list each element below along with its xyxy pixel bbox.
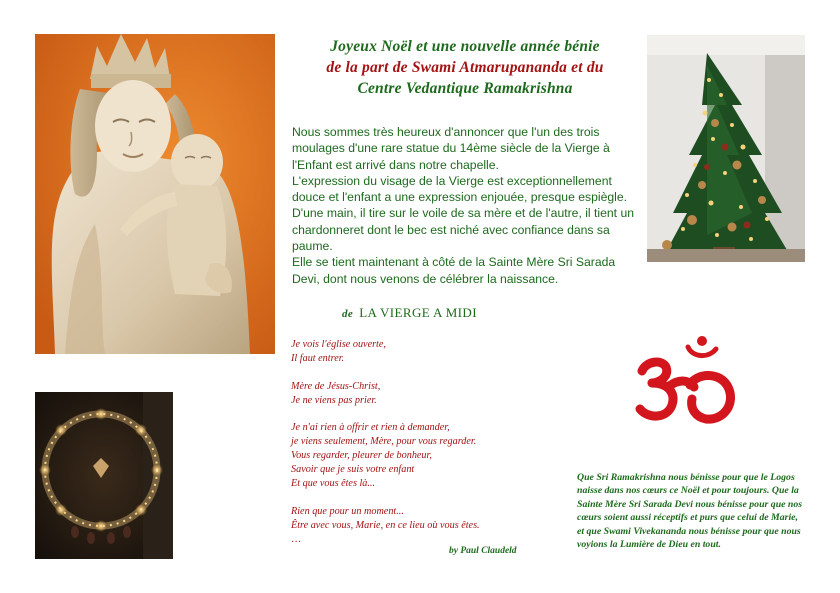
intro-text bbox=[292, 124, 637, 287]
poem-stanza bbox=[291, 421, 541, 491]
poem-line: Rien que pour un moment... bbox=[291, 505, 404, 517]
poem-title-text: LA VIERGE A MIDI bbox=[359, 305, 477, 320]
poem-stanza bbox=[291, 380, 541, 408]
intro-paragraph-2: L'expression du visage de la Vierge est exceptionnellement douce et l'enfant a une expression enjouée, presque espiègle. D'une main, il tire sur le voile de sa mère et de l'autre, il tient un chardonneret dont le bec est niché avec confiance dans sa paume. bbox=[292, 173, 635, 254]
intro-paragraph-1: Nous sommes très heureux d'annoncer que l'un des trois moulages d'une rare statue du 14ème siècle de la Vierge à l'Enfant est arrivé dans notre chapelle. bbox=[292, 125, 610, 172]
poem-author: by Paul Claudeld bbox=[449, 546, 517, 556]
poem bbox=[291, 338, 541, 547]
intro-paragraph-3: Elle se tient maintenant à côté de la Sainte Mère Sri Sarada Devi, dont nous venons de célébrer la naissance. bbox=[292, 255, 616, 286]
heading-line-3: Centre Vedantique Ramakrishna bbox=[357, 80, 573, 97]
poem-stanza bbox=[291, 505, 541, 547]
poem-line: Mère de Jésus-Christ, bbox=[291, 380, 381, 392]
om-symbol-icon bbox=[632, 335, 744, 427]
poem-line: je viens seulement, Mère, pour vous regarder. bbox=[291, 436, 477, 448]
poem-title-prefix: de bbox=[342, 308, 354, 320]
poem-line: Je ne viens pas prier. bbox=[291, 394, 377, 406]
poem-ellipsis: … bbox=[291, 533, 302, 545]
poem-line: Je vois l'église ouverte, bbox=[291, 339, 386, 350]
christmas-tree-photo bbox=[647, 35, 805, 262]
poem-line: Savoir que je suis votre enfant bbox=[291, 464, 415, 476]
poem-line: Il faut entrer. bbox=[291, 352, 345, 364]
poem-title bbox=[342, 305, 477, 321]
poem-line: Je n'ai rien à offrir et rien à demander, bbox=[291, 422, 450, 434]
light-wreath-photo bbox=[35, 392, 173, 559]
poem-line: Être avec vous, Marie, en ce lieu où vous êtes. bbox=[291, 519, 480, 531]
greeting-heading bbox=[290, 36, 640, 99]
heading-line-1: Joyeux Noël et une nouvelle année bénie bbox=[330, 38, 600, 55]
poem-line: Et que vous êtes là... bbox=[291, 478, 376, 490]
blessing-text: Que Sri Ramakrishna nous bénisse pour que le Logos naisse dans nos cœurs ce Noël et pour toujours. Que la Sainte Mère Sri Sarada Devi nous bénisse pour que nos cœurs soient aussi réceptifs et purs que celui de Marie, et que Swami Vivekananda nous bénisse pour que nous voyions la Lumière de Dieu en tout. bbox=[577, 472, 803, 551]
virgin-statue-photo bbox=[35, 34, 275, 354]
heading-line-2: de la part de Swami Atmarupananda et du bbox=[326, 59, 604, 76]
poem-line: Vous regarder, pleurer de bonheur, bbox=[291, 450, 432, 462]
poem-stanza bbox=[291, 338, 541, 366]
